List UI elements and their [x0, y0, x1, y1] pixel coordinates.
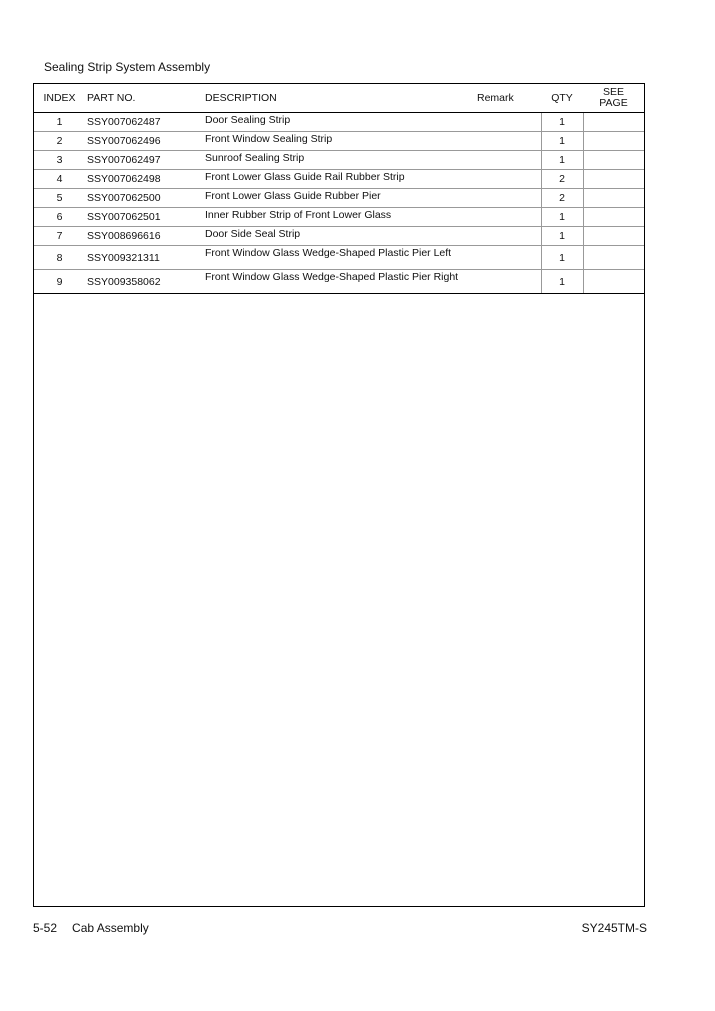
table-row	[34, 132, 644, 151]
cell-description: Front Window Glass Wedge-Shaped Plastic Pier Right	[205, 270, 477, 294]
cell-remark	[477, 132, 541, 151]
cell-part-no: SSY007062501	[85, 208, 205, 227]
cell-qty: 1	[541, 208, 583, 227]
cell-description: Front Window Sealing Strip	[205, 132, 477, 151]
footer-left	[33, 921, 149, 935]
cell-remark	[477, 208, 541, 227]
cell-index: 7	[34, 227, 85, 246]
cell-qty: 1	[541, 246, 583, 270]
cell-part-no: SSY009321311	[85, 246, 205, 270]
cell-see-page	[583, 189, 644, 208]
parts-table-frame	[33, 83, 645, 907]
cell-remark	[477, 227, 541, 246]
model-number: SY245TM-S	[581, 921, 647, 935]
cell-part-no: SSY007062487	[85, 113, 205, 132]
cell-remark	[477, 151, 541, 170]
cell-description: Front Lower Glass Guide Rail Rubber Strip	[205, 170, 477, 189]
cell-remark	[477, 246, 541, 270]
cell-index: 3	[34, 151, 85, 170]
cell-remark	[477, 170, 541, 189]
header-see-page	[583, 84, 644, 113]
cell-description: Front Lower Glass Guide Rubber Pier	[205, 189, 477, 208]
cell-part-no: SSY007062497	[85, 151, 205, 170]
cell-part-no: SSY008696616	[85, 227, 205, 246]
cell-see-page	[583, 113, 644, 132]
section-name: Cab Assembly	[72, 921, 149, 935]
cell-description: Door Side Seal Strip	[205, 227, 477, 246]
cell-see-page	[583, 270, 644, 294]
table-row	[34, 208, 644, 227]
cell-description: Sunroof Sealing Strip	[205, 151, 477, 170]
page-title: Sealing Strip System Assembly	[44, 60, 211, 74]
cell-index: 5	[34, 189, 85, 208]
cell-qty: 2	[541, 170, 583, 189]
cell-qty: 1	[541, 113, 583, 132]
header-description: DESCRIPTION	[205, 84, 477, 113]
table-row	[34, 113, 644, 132]
cell-index: 4	[34, 170, 85, 189]
cell-remark	[477, 189, 541, 208]
cell-see-page	[583, 132, 644, 151]
cell-part-no: SSY007062496	[85, 132, 205, 151]
cell-see-page	[583, 170, 644, 189]
cell-description: Front Window Glass Wedge-Shaped Plastic Pier Left	[205, 246, 477, 270]
cell-qty: 1	[541, 227, 583, 246]
table-row	[34, 246, 644, 270]
parts-table	[34, 84, 644, 294]
cell-qty: 1	[541, 270, 583, 294]
cell-see-page	[583, 151, 644, 170]
header-part-no: PART NO.	[85, 84, 205, 113]
cell-qty: 1	[541, 132, 583, 151]
cell-index: 2	[34, 132, 85, 151]
cell-index: 9	[34, 270, 85, 294]
cell-remark	[477, 113, 541, 132]
table-row	[34, 189, 644, 208]
header-qty: QTY	[541, 84, 583, 113]
cell-index: 6	[34, 208, 85, 227]
table-row	[34, 270, 644, 294]
cell-description: Inner Rubber Strip of Front Lower Glass	[205, 208, 477, 227]
cell-qty: 2	[541, 189, 583, 208]
table-header-row	[34, 84, 644, 113]
cell-part-no: SSY007062498	[85, 170, 205, 189]
cell-index: 1	[34, 113, 85, 132]
cell-part-no: SSY009358062	[85, 270, 205, 294]
header-remark: Remark	[477, 84, 541, 113]
cell-remark	[477, 270, 541, 294]
page-number: 5-52	[33, 921, 58, 935]
table-row	[34, 227, 644, 246]
table-row	[34, 170, 644, 189]
cell-part-no: SSY007062500	[85, 189, 205, 208]
cell-description: Door Sealing Strip	[205, 113, 477, 132]
cell-see-page	[583, 208, 644, 227]
cell-index: 8	[34, 246, 85, 270]
header-index: INDEX	[34, 84, 85, 113]
cell-qty: 1	[541, 151, 583, 170]
cell-see-page	[583, 227, 644, 246]
cell-see-page	[583, 246, 644, 270]
table-row	[34, 151, 644, 170]
header-see-page-line1: SEE	[602, 86, 624, 98]
header-see-page-line2: PAGE	[599, 97, 628, 109]
